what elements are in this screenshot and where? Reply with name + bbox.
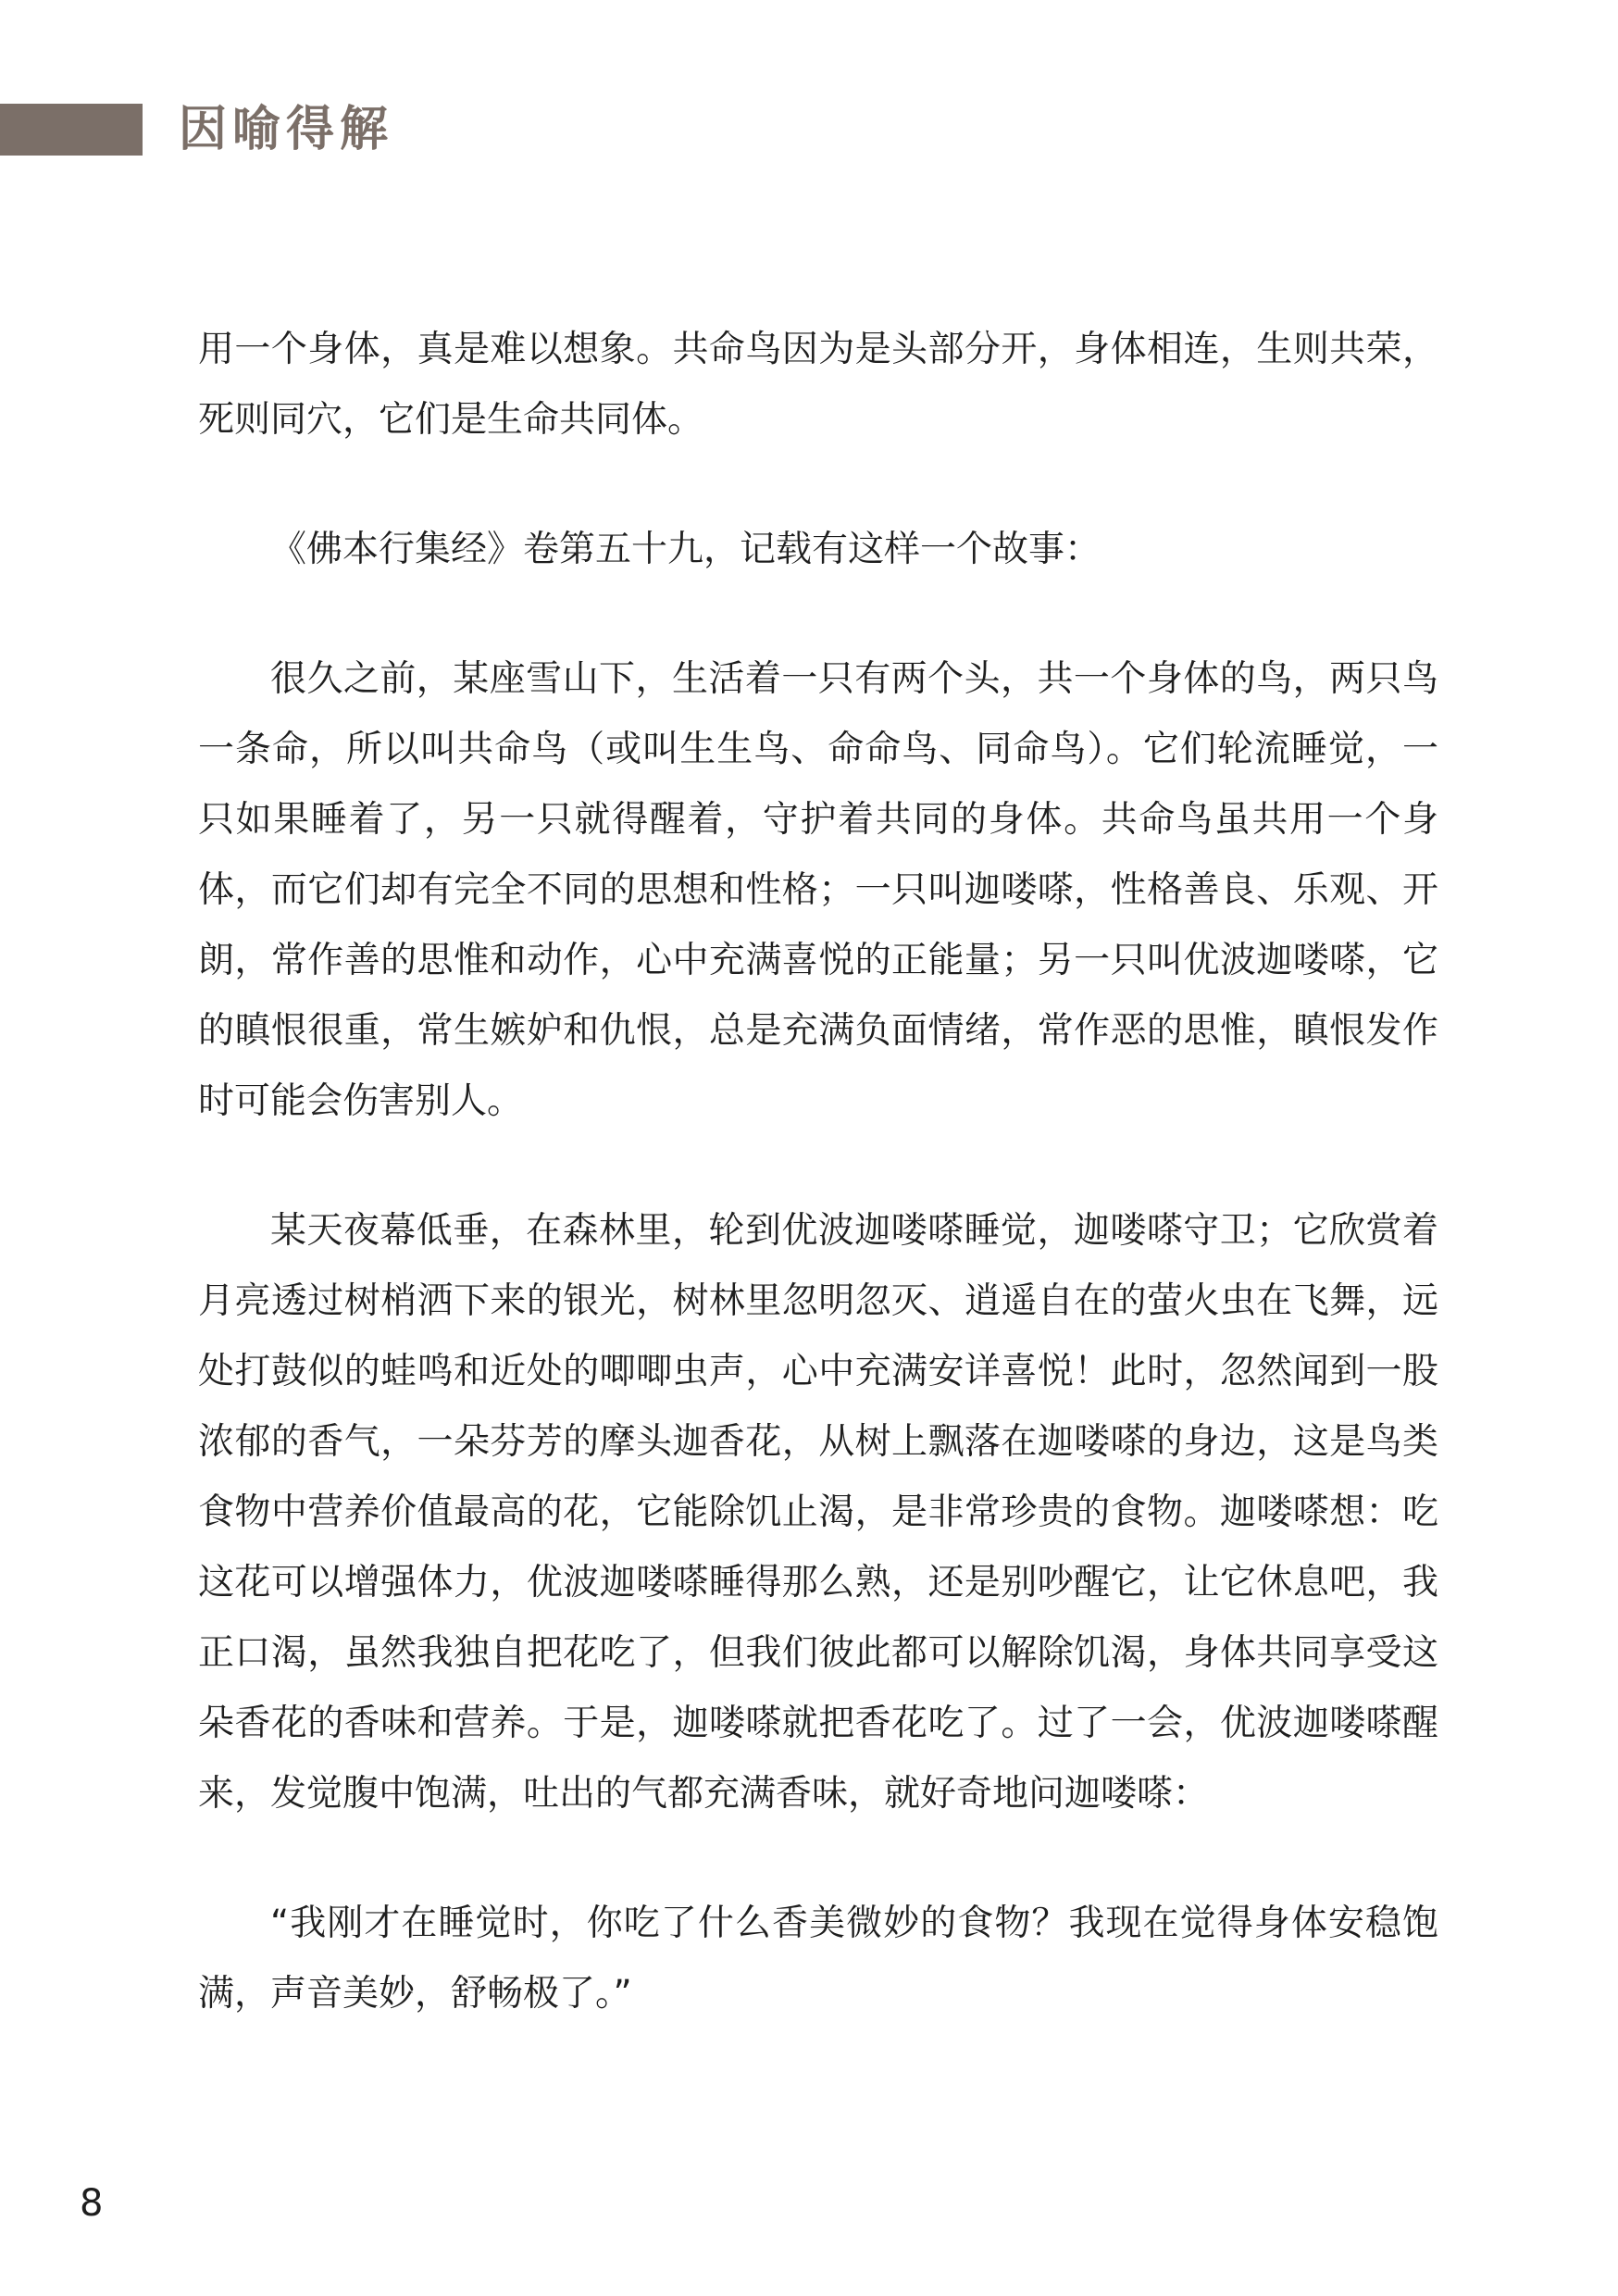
body-text xyxy=(198,315,1438,2089)
page-number: 8 xyxy=(80,2182,104,2225)
paragraph-4: 某天夜幕低垂，在森林里，轮到优波迦喽嗏睡觉，迦喽嗏守卫；它欣赏着月亮透过树梢洒下来的银光，树林里忽明忽灭、逍遥自在的萤火虫在飞舞，远处打鼓似的蛙鸣和近处的唧唧虫声，心中充满安详喜悦！此时，忽然闻到一股浓郁的香气，一朵芬芳的摩头迦香花，从树上飘落在迦喽嗏的身边，这是鸟类食物中营养价值最高的花，它能除饥止渴，是非常珍贵的食物。迦喽嗏想：吃这花可以增强体力，优波迦喽嗏睡得那么熟，还是别吵醒它，让它休息吧，我正口渴，虽然我独自把花吃了，但我们彼此都可以解除饥渴，身体共同享受这朵香花的香味和营养。于是，迦喽嗏就把香花吃了。过了一会，优波迦喽嗏醒来，发觉腹中饱满，吐出的气都充满香味，就好奇地问迦喽嗏： xyxy=(198,1210,1438,1815)
paragraph-3: 很久之前，某座雪山下，生活着一只有两个头，共一个身体的鸟，两只鸟一条命，所以叫共命鸟（或叫生生鸟、命命鸟、同命鸟）。它们轮流睡觉，一只如果睡着了，另一只就得醒着，守护着共同的身体。共命鸟虽共用一个身体，而它们却有完全不同的思想和性格；一只叫迦喽嗏，性格善良、乐观、开朗，常作善的思惟和动作，心中充满喜悦的正能量；另一只叫优波迦喽嗏，它的瞋恨很重，常生嫉妒和仇恨，总是充满负面情绪，常作恶的思惟，瞋恨发作时可能会伤害别人。 xyxy=(198,658,1438,1122)
running-header-title: 因喻得解 xyxy=(179,102,394,157)
header-color-band xyxy=(0,104,143,156)
paragraph-2: 《佛本行集经》卷第五十九，记载有这样一个故事： xyxy=(270,529,1101,570)
paragraph-1: 用一个身体，真是难以想象。共命鸟因为是头部分开，身体相连，生则共荣，死则同穴，它们是生命共同体。 xyxy=(198,329,1438,441)
paragraph-5: “我刚才在睡觉时，你吃了什么香美微妙的食物？我现在觉得身体安稳饱满，声音美妙，舒畅极了。” xyxy=(198,1903,1438,2015)
